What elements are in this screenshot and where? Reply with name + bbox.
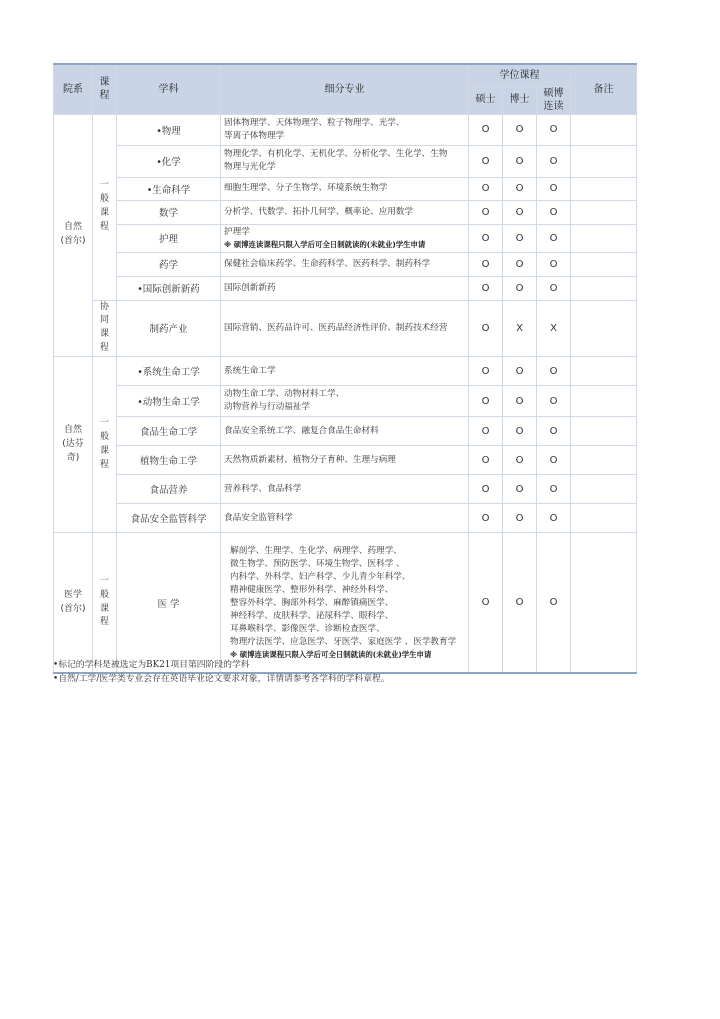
- specialty-cell: 动物生命工学、动物材料工学、 动物营养与行动福祉学: [221, 386, 469, 417]
- mark-master: O: [469, 114, 503, 145]
- remark-cell: [571, 224, 637, 252]
- remark-cell: [571, 145, 637, 177]
- specialty-text: 护理学: [224, 227, 250, 237]
- remark-cell: [571, 200, 637, 224]
- table-row: [54, 504, 637, 533]
- header-combined: 硕博 连读: [537, 86, 571, 114]
- table-row: [54, 224, 637, 252]
- header-course: 课程: [93, 64, 117, 114]
- course-cell: 一般 课程: [93, 357, 117, 533]
- mark-doctor: O: [503, 357, 537, 386]
- remark-cell: [571, 177, 637, 200]
- subject-cell: 药学: [117, 252, 221, 276]
- mark-combined: O: [537, 200, 571, 224]
- remark-cell: [571, 446, 637, 475]
- specialty-cell: [221, 224, 469, 252]
- subject-cell: •物理: [117, 114, 221, 145]
- course-cell: 协同 课程: [93, 300, 117, 357]
- remark-cell: [571, 252, 637, 276]
- subject-cell: 食品生命工学: [117, 417, 221, 446]
- specialty-cell: 营养科学、食品科学: [221, 475, 469, 504]
- mark-combined: O: [537, 475, 571, 504]
- subject-cell: •系统生命工学: [117, 357, 221, 386]
- header-remark: 备注: [571, 64, 637, 114]
- mark-doctor: X: [503, 300, 537, 357]
- remark-cell: [571, 300, 637, 357]
- table-row: [54, 533, 637, 673]
- table-row: [54, 145, 637, 177]
- mark-doctor: O: [503, 200, 537, 224]
- footnotes: [53, 658, 643, 686]
- mark-doctor: O: [503, 533, 537, 673]
- remark-cell: [571, 504, 637, 533]
- remark-cell: [571, 417, 637, 446]
- mark-master: O: [469, 300, 503, 357]
- remark-cell: [571, 357, 637, 386]
- mark-doctor: O: [503, 475, 537, 504]
- specialty-cell: 食品安全系统工学、融复合食品生命材料: [221, 417, 469, 446]
- subject-cell: 植物生命工学: [117, 446, 221, 475]
- course-cell: 一般 课程: [93, 533, 117, 673]
- mark-combined: O: [537, 252, 571, 276]
- table-row: [54, 276, 637, 300]
- specialty-cell: [221, 533, 469, 673]
- subject-cell: 医 学: [117, 533, 221, 673]
- dept-cell: 医学 (首尔): [54, 533, 93, 673]
- subject-cell: 食品安全监管科学: [117, 504, 221, 533]
- table-row: [54, 300, 637, 357]
- subject-cell: •国际创新新药: [117, 276, 221, 300]
- table-row: [54, 386, 637, 417]
- specialty-cell: 固体物理学、天体物理学、粒子物理学、光学、 等离子体物理学: [221, 114, 469, 145]
- mark-combined: O: [537, 417, 571, 446]
- header-degree-group: 学位课程: [469, 64, 571, 86]
- specialty-cell: 天然物质新素材、植物分子育种、生理与病理: [221, 446, 469, 475]
- table-row: [54, 177, 637, 200]
- specialty-cell: 国际创新新药: [221, 276, 469, 300]
- subject-cell: •生命科学: [117, 177, 221, 200]
- table-row: [54, 252, 637, 276]
- mark-master: O: [469, 145, 503, 177]
- footnote-english-thesis: •自然/工学/医学类专业会存在英语毕业论文要求对象，详情请参考各学科的学科章程。: [53, 674, 390, 685]
- header-master: 硕士: [469, 86, 503, 114]
- subject-cell: 食品营养: [117, 475, 221, 504]
- mark-master: O: [469, 446, 503, 475]
- combined-program-note: ※ 硕博连读课程只限入学后可全日制就读的(未就业)学生申请: [224, 239, 426, 249]
- mark-combined: O: [537, 533, 571, 673]
- table-row: [54, 200, 637, 224]
- specialty-cell: 食品安全监管科学: [221, 504, 469, 533]
- mark-master: O: [469, 475, 503, 504]
- mark-doctor: O: [503, 114, 537, 145]
- table-row: [54, 446, 637, 475]
- mark-combined: O: [537, 177, 571, 200]
- mark-combined: O: [537, 446, 571, 475]
- combined-program-note: ※ 硕博连读课程只限入学后可全日制就读的(未就业)学生申请: [230, 649, 432, 659]
- specialty-cell: 分析学、代数学、拓扑几何学、概率论、应用数学: [221, 200, 469, 224]
- table-row: [54, 475, 637, 504]
- remark-cell: [571, 475, 637, 504]
- mark-master: O: [469, 357, 503, 386]
- subject-cell: •动物生命工学: [117, 386, 221, 417]
- header-doctor: 博士: [503, 86, 537, 114]
- mark-doctor: O: [503, 504, 537, 533]
- table-row: [54, 417, 637, 446]
- specialty-cell: 物理化学、有机化学、无机化学、分析化学、生化学、生物 物理与光化学: [221, 145, 469, 177]
- mark-combined: O: [537, 357, 571, 386]
- specialty-cell: 细胞生理学、分子生物学、环境系统生物学: [221, 177, 469, 200]
- specialty-cell: 系统生命工学: [221, 357, 469, 386]
- mark-combined: O: [537, 114, 571, 145]
- degree-program-table: [53, 63, 637, 674]
- mark-combined: O: [537, 386, 571, 417]
- subject-cell: •化学: [117, 145, 221, 177]
- mark-master: O: [469, 533, 503, 673]
- remark-cell: [571, 386, 637, 417]
- header-dept: 院系: [54, 64, 93, 114]
- mark-doctor: O: [503, 276, 537, 300]
- mark-combined: O: [537, 276, 571, 300]
- header-specialty: 细分专业: [221, 64, 469, 114]
- mark-doctor: O: [503, 386, 537, 417]
- specialty-cell: 保健社会临床药学、生命药科学、医药科学、制药科学: [221, 252, 469, 276]
- mark-doctor: O: [503, 145, 537, 177]
- mark-doctor: O: [503, 224, 537, 252]
- table-row: [54, 114, 637, 145]
- mark-combined: O: [537, 224, 571, 252]
- mark-master: O: [469, 177, 503, 200]
- subject-cell: 数学: [117, 200, 221, 224]
- mark-doctor: O: [503, 177, 537, 200]
- specialty-cell: 国际营销、医药品许可、医药品经济性评价、制药技术经营: [221, 300, 469, 357]
- mark-master: O: [469, 252, 503, 276]
- mark-master: O: [469, 224, 503, 252]
- specialty-text: 解剖学、生理学、生化学、病理学、药理学、 微生物学、预防医学、环境生物学、医科学 、 内科学、外科学、妇产科学、少儿青少年科学、 精神健康医学、整形外科学、神经外科学、 整容外科学、胸部外科学、麻醉镇痛医学、 神经科学、皮肤科学、泌尿科学、眼科学、 耳鼻喉科学、影像医学、诊断检查医学、 物理疗法医学、应急医学、牙医学、家庭医学 、医学教育学: [230, 546, 457, 647]
- header-subject: 学科: [117, 64, 221, 114]
- mark-master: O: [469, 200, 503, 224]
- remark-cell: [571, 533, 637, 673]
- mark-master: O: [469, 386, 503, 417]
- dept-cell: 自然 (首尔): [54, 114, 93, 357]
- subject-cell: 护理: [117, 224, 221, 252]
- dept-cell: 自然 (达芬奇): [54, 357, 93, 533]
- subject-cell: 制药产业: [117, 300, 221, 357]
- mark-master: O: [469, 417, 503, 446]
- table-row: [54, 357, 637, 386]
- footnote-bk21: •标记的学科是被选定为BK21项目第四阶段的学科: [53, 660, 250, 670]
- remark-cell: [571, 276, 637, 300]
- mark-master: O: [469, 276, 503, 300]
- remark-cell: [571, 114, 637, 145]
- mark-combined: O: [537, 504, 571, 533]
- mark-doctor: O: [503, 417, 537, 446]
- mark-doctor: O: [503, 252, 537, 276]
- mark-doctor: O: [503, 446, 537, 475]
- mark-combined: X: [537, 300, 571, 357]
- mark-combined: O: [537, 145, 571, 177]
- course-cell: 一般 课程: [93, 114, 117, 300]
- mark-master: O: [469, 504, 503, 533]
